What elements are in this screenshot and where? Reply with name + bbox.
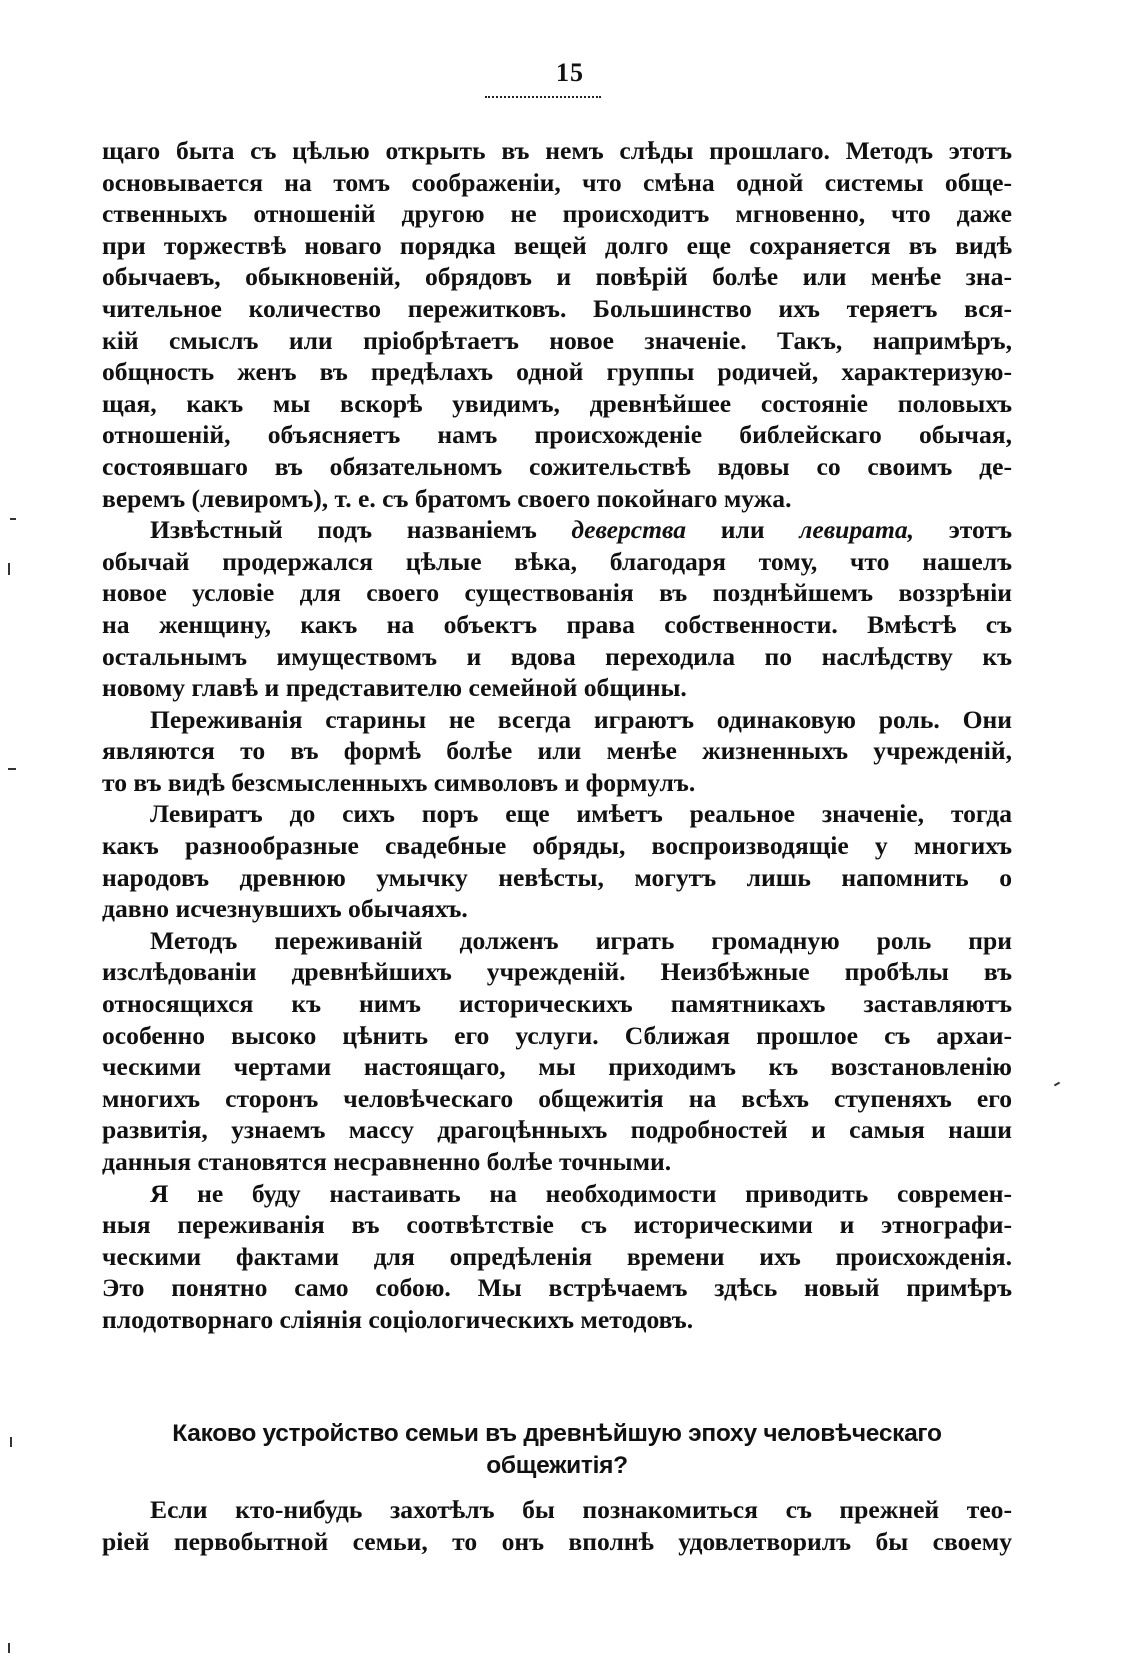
margin-scan-mark [10,1437,12,1447]
paragraph-4-line-1 [102,798,1012,830]
final-paragraph-line-2: ріей первобытной семьи, то онъ вполнѣ удовлетворилъ бы своему [102,1527,1012,1556]
paragraph-5-line-1 [102,925,1012,957]
margin-scan-mark [10,518,16,520]
paragraph-1-line-1 [102,135,1012,167]
section-heading-line-2: общежитія? [486,1452,628,1479]
paragraph-6-line-5 [102,1304,1012,1336]
paragraph-3-line-2 [102,735,1012,767]
text-run: новое условіе для своего существованія въ позднѣйшемъ воззрѣніи [102,578,1012,608]
text-run: состоявшаго въ обязательномъ сожительствѣ вдовы со своимъ де- [102,451,1012,481]
text-run: Извѣстный подъ названіемъ [150,515,572,545]
body-text [102,135,1012,1336]
paragraph-1-line-12 [102,483,1012,515]
text-run: развитія, узнаемъ массу драгоцѣнныхъ подробностей и самыя наши [102,1115,1012,1145]
text-run: или [686,515,800,545]
page-number-rule [485,96,601,98]
text-run: этотъ [914,515,1012,545]
paragraph-6-line-1 [102,1178,1012,1210]
paragraph-6-line-3 [102,1241,1012,1273]
text-run: Левиратъ до сихъ поръ еще имѣетъ реальное значеніе, тогда [150,799,1012,829]
final-paragraph [102,1494,1012,1558]
paragraph-3-line-1 [102,704,1012,736]
paragraph-1-line-8 [102,356,1012,388]
text-run: новому главѣ и представителю семейной общины. [102,673,687,703]
text-run: многихъ сторонъ человѣческаго общежитія на всѣхъ ступеняхъ его [102,1083,1012,1113]
paragraph-2-line-1 [102,514,1012,546]
text-run: Это понятно само собою. Мы встрѣчаемъ здѣсь новый примѣръ [102,1273,1012,1303]
paragraph-1-line-10 [102,419,1012,451]
paragraph-2-line-5 [102,641,1012,673]
paragraph-1-line-3 [102,198,1012,230]
margin-scan-mark [8,768,16,770]
margin-scan-mark [8,563,10,575]
paragraph-2-line-2 [102,546,1012,578]
text-run: обычай продержался цѣлые вѣка, благодаря тому, что нашелъ [102,546,1012,576]
text-run: то въ видѣ безсмысленныхъ символовъ и формулъ. [102,767,696,797]
paragraph-5-line-6 [102,1083,1012,1115]
text-run: Методъ переживаній долженъ играть громадную роль при [150,925,1012,955]
text-run: давно исчезнувшихъ обычаяхъ. [102,894,468,924]
text-run: веремъ (левиромъ), т. е. съ братомъ своего покойнаго мужа. [102,483,792,513]
text-run: щаго быта съ цѣлью открыть въ немъ слѣды прошлаго. Методъ этотъ [102,136,1012,165]
paragraph-1-line-4 [102,230,1012,262]
text-run: относящихся къ нимъ историческихъ памятникахъ заставляютъ [102,989,1012,1019]
section-heading [102,1418,1012,1482]
margin-scan-mark [8,1643,10,1653]
paragraph-1-line-7 [102,325,1012,357]
text-run: являются то въ формѣ болѣе или менѣе жизненныхъ учрежденій, [102,736,1012,766]
paragraph-5-line-5 [102,1051,1012,1083]
text-run: остальнымъ имуществомъ и вдова переходила по наслѣдству къ [102,641,1012,671]
text-run: какъ разнообразные свадебные обряды, воспроизводящіе у многихъ [102,831,1012,861]
paragraph-5-line-4 [102,1020,1012,1052]
paragraph-4-line-4 [102,893,1012,925]
paragraph-1-line-5 [102,261,1012,293]
text-run: при торжествѣ новаго порядка вещей долго еще сохраняется въ видѣ [102,230,1012,260]
text-run: кій смыслъ или пріобрѣтаетъ новое значеніе. Такъ, напримѣръ, [102,325,1012,355]
paragraph-4-line-2 [102,830,1012,862]
paragraph-5-line-2 [102,956,1012,988]
text-run: обычаевъ, обыкновеній, обрядовъ и повѣрій болѣе или менѣе зна- [102,262,1012,292]
paragraph-2-line-3 [102,577,1012,609]
text-run: ственныхъ отношеній другою не происходитъ мгновенно, что даже [102,199,1012,229]
italic-term: деверства [571,515,687,545]
paragraph-1-line-9 [102,388,1012,420]
paragraph-3-line-3 [102,767,1012,799]
paragraph-4-line-3 [102,862,1012,894]
text-run: плодотворнаго сліянія соціологическихъ методовъ. [102,1304,694,1334]
page-number: 15 [556,58,584,87]
paragraph-1-line-2 [102,167,1012,199]
paragraph-5-line-8 [102,1146,1012,1178]
paragraph-2-line-4 [102,609,1012,641]
text-run: изслѣдованіи древнѣйшихъ учрежденій. Неизбѣжные пробѣлы въ [102,957,1012,987]
text-run: особенно высоко цѣнить его услуги. Сближая прошлое съ архаи- [102,1020,1012,1050]
paragraph-5-line-3 [102,988,1012,1020]
margin-scan-mark [1054,1082,1060,1087]
final-paragraph-line-1: Если кто-нибудь захотѣлъ бы познакомиться съ прежней тео- [150,1495,1012,1524]
paragraph-5-line-7 [102,1114,1012,1146]
section-heading-line-1: Каково устройство семьи въ древнѣйшую эпоху человѣческаго [172,1420,942,1447]
text-run: отношеній, объясняетъ намъ происхожденіе библейскаго обычая, [102,420,1012,450]
text-run: щая, какъ мы вскорѣ увидимъ, древнѣйшее состояніе половыхъ [102,388,1012,418]
text-run: основывается на томъ соображеніи, что смѣна одной системы обще- [102,167,1012,197]
text-run: на женщину, какъ на объектъ права собственности. Вмѣстѣ съ [102,609,1012,639]
text-run: чительное количество пережитковъ. Большинство ихъ теряетъ вся- [102,293,1012,323]
paragraph-2-line-6 [102,672,1012,704]
text-run: общность женъ въ предѣлахъ одной группы родичей, характеризую- [102,357,1012,387]
text-run: данныя становятся несравненно болѣе точными. [102,1147,672,1176]
paragraph-6-line-2 [102,1209,1012,1241]
paragraph-1-line-11 [102,451,1012,483]
text-run: Переживанія старины не всегда играютъ одинаковую роль. Они [150,704,1012,734]
text-run: ческими чертами настоящаго, мы приходимъ къ возстановленію [102,1052,1012,1082]
text-run: Я не буду настаивать на необходимости приводить современ- [150,1178,1012,1208]
paragraph-1-line-6 [102,293,1012,325]
text-run: народовъ древнюю умычку невѣсты, могутъ лишь напомнить о [102,862,1012,892]
paragraph-6-line-4 [102,1272,1012,1304]
text-run: ческими фактами для опредѣленія времени ихъ происхожденія. [102,1241,1012,1271]
italic-term: левирата, [799,515,915,545]
text-run: ныя переживанія въ соотвѣтствіе съ историческими и этнографи- [102,1210,1012,1240]
